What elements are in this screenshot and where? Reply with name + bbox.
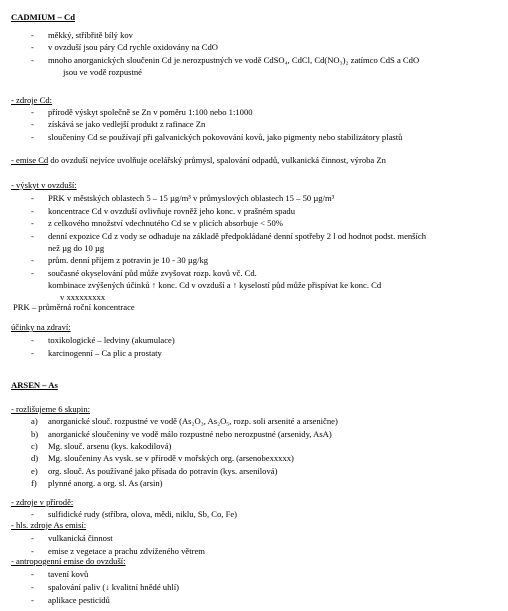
ucinky-item: toxikologické – ledviny (akumulace) [48,335,175,345]
skupina-text: org. slouč. As používané jako přísada do potravin (kys. arsenilová) [48,466,278,476]
bullet-dash: - [31,206,34,216]
emise-line [11,155,386,166]
skupina-text: anorganické sloučeniny ve vodě málo rozpustné nebo nerozpustné (arsenidy, AsA) [48,429,332,439]
vyskyt-item: koncentrace Cd v ovzduší ovlivňuje rovněž jeho konc. v prašném spadu [48,206,296,216]
cadmium-prop: měkký, stříbřitě bílý kov [48,30,133,40]
bullet-dash: - [31,30,34,40]
antropo-item: tavení kovů [48,569,89,579]
skupina-label: a) [31,416,38,426]
bullet-dash: - [31,335,34,345]
emise-text: do ovzduší nejvíce uvolňuje ocelářský průmysl, spalování odpadů, vulkanická činnost, výroba Zn [48,155,386,165]
prirode-item: sulfidické rudy (stříbra, olova, mědi, niklu, Sb, Co, Fe) [48,509,238,519]
vyskyt-item: PRK v městských oblastech 5 – 15 µg/m³ v průmyslových oblastech 15 – 50 µg/m³ [48,193,335,203]
hls-item: vulkanická činnost [48,533,113,543]
skupina-text: plynné anorg. a org. sl. As (arsin) [48,478,163,488]
vyskyt-item: než µg do 10 µg [48,243,105,253]
bullet-dash: - [31,107,34,117]
cadmium-prop: v ovzduší jsou páry Cd rychle oxidovány na CdO [48,42,218,52]
bullet-dash: - [31,132,34,142]
vyskyt-item: v xxxxxxxxx [60,292,106,302]
skupina-label: d) [31,453,39,463]
bullet-dash: - [31,533,34,543]
antropo-title: - antropogenní emise do ovzduší: [11,556,126,566]
vyskyt-title: - výskyt v ovzduší: [11,180,77,190]
vyskyt-item: kombinace zvýšených účinků ↑ konc. Cd v ovzduší a ↑ kyselostí půd může přispívat ke konc. Cd [48,280,382,290]
skupina-text: anorganické slouč. rozpustné ve vodě (As₂O₃, As₂O₅, rozp. soli arsenité a arsenične) [48,416,338,426]
bullet-dash: - [31,595,34,605]
skupina-label: b) [31,429,39,439]
arsen-title: ARSEN – As [11,380,58,390]
zdroje-title: - zdroje Cd: [11,95,53,105]
bullet-dash: - [31,55,34,65]
zdroje-item: přírodě výskyt společně se Zn v poměru 1:100 nebo 1:1000 [48,107,253,117]
zdroje-item: získává se jako vedlejší produkt z rafinace Zn [48,119,206,129]
bullet-dash: - [31,193,34,203]
bullet-dash: - [31,119,34,129]
skupina-label: f) [31,478,37,488]
skupiny-title: - rozlišujeme 6 skupin: [11,404,91,414]
vyskyt-item: z celkového množství vdechnutého Cd se v plicích absorbuje < 50% [48,218,283,228]
ucinky-title: účinky na zdraví: [11,322,71,332]
antropo-item: aplikace pesticidů [48,595,110,605]
vyskyt-item: prům. denní příjem z potravin je 10 - 30 µg/kg [48,255,209,265]
vyskyt-item: současné okyselování půd může zvyšovat rozp. kovů vč. Cd. [48,268,257,278]
hls-title: - hls. zdroje As emisí: [11,520,87,530]
bullet-dash: - [31,509,34,519]
prirode-title: - zdroje v přírodě: [11,497,74,507]
skupina-text: Mg. sloučeniny As vysk. se v přírodě v mořských org. (arsenobexxxxx) [48,453,294,463]
ucinky-item: karcinogenní – Ca plic a prostaty [48,348,162,358]
skupina-text: Mg. slouč. arsenu (kys. kakodilová) [48,441,172,451]
skupina-label: c) [31,441,38,451]
hls-item: emise z vegetace a prachu zdviženého větrem [48,546,205,556]
cadmium-title: CADMIUM – Cd [11,12,75,22]
cadmium-prop: mnoho anorganických sloučenin Cd je nerozpustných ve vodě CdSO₄, CdCl, Cd(NO₃)₂ zatímco CdS a CdO [48,55,420,65]
bullet-dash: - [31,582,34,592]
bullet-dash: - [31,348,34,358]
vyskyt-item: denní expozice Cd z vody se odhaduje na základě předpokládané denní spotřeby 2 l od hodnot podst. menších [48,231,427,241]
prk-definition: PRK – průměrná roční koncentrace [13,302,135,312]
cadmium-prop: jsou ve vodě rozpustné [63,67,142,77]
bullet-dash: - [31,255,34,265]
bullet-dash: - [31,546,34,556]
bullet-dash: - [31,268,34,278]
zdroje-item: sloučeniny Cd se používají při galvanických pokovování kovů, jako pigmenty nebo stabilizátory plastů [48,132,403,142]
antropo-item: spalování paliv (↓ kvalitní hnědé uhlí) [48,582,180,592]
bullet-dash: - [31,42,34,52]
skupina-label: e) [31,466,38,476]
bullet-dash: - [31,218,34,228]
emise-title: - emise Cd [11,155,49,165]
bullet-dash: - [31,569,34,579]
bullet-dash: - [31,231,34,241]
